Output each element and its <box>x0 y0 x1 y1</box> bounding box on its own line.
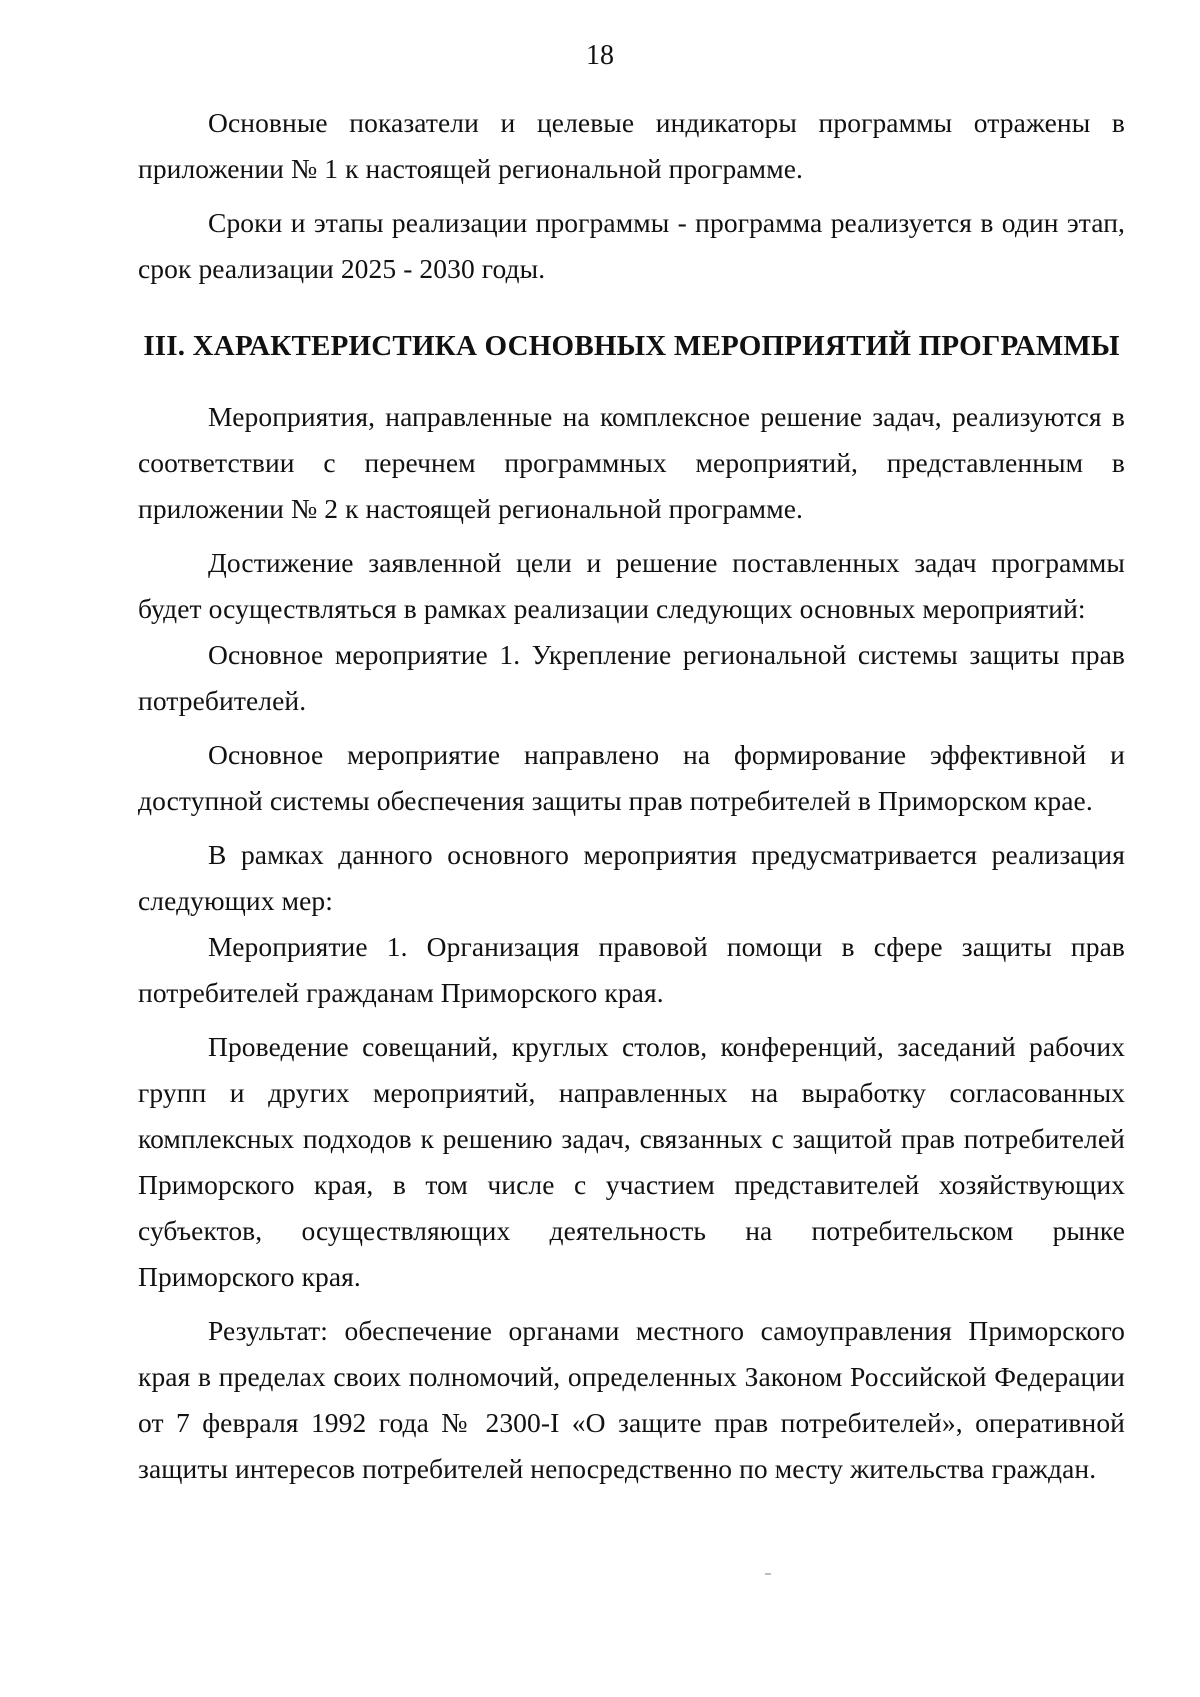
scan-mark <box>765 1573 771 1575</box>
paragraph-main-measure-purpose: Основное мероприятие направлено на формирование эффективной и доступной системы обеспечения защиты прав потребителей в Приморском крае. <box>138 739 1125 816</box>
section-heading: III. ХАРАКТЕРИСТИКА ОСНОВНЫХ МЕРОПРИЯТИЙ ПРОГРАММЫ <box>143 330 1120 362</box>
document-body <box>138 100 1125 1492</box>
page-number: 18 <box>586 40 614 71</box>
paragraph-timeline: Сроки и этапы реализации программы - программа реализуется в один этап, срок реализации 2025 - 2030 годы. <box>138 207 1125 284</box>
paragraph-measures-intro: Мероприятия, направленные на комплексное решение задач, реализуются в соответствии с перечнем программных мероприятий, представленным в приложении № 2 к настоящей региональной программе. <box>138 401 1125 524</box>
paragraph-goal-achievement: Достижение заявленной цели и решение поставленных задач программы будет осуществляться в рамках реализации следующих основных мероприятий: <box>138 547 1125 624</box>
paragraph-indicators: Основные показатели и целевые индикаторы программы отражены в приложении № 1 к настоящей региональной программе. <box>138 107 1125 184</box>
paragraph-measure-1: Мероприятие 1. Организация правовой помощи в сфере защиты прав потребителей гражданам Приморского края. <box>138 931 1125 1008</box>
paragraph-measures-list-intro: В рамках данного основного мероприятия предусматривается реализация следующих мер: <box>138 839 1125 916</box>
paragraph-result: Результат: обеспечение органами местного самоуправления Приморского края в пределах своих полномочий, определенных Законом Российской Федерации от 7 февраля 1992 года № 2300-I «О защите прав потребителей», оперативной защиты интересов потребителей непосредственно по месту жительства граждан. <box>138 1315 1125 1484</box>
paragraph-meetings: Проведение совещаний, круглых столов, конференций, заседаний рабочих групп и других мероприятий, направленных на выработку согласованных комплексных подходов к решению задач, связанных с защитой прав потребителей Приморского края, в том числе с участием представителей хозяйствующих субъектов, осуществляющих деятельность на потребительском рынке Приморского края. <box>138 1031 1125 1292</box>
paragraph-main-measure-1: Основное мероприятие 1. Укрепление региональной системы защиты прав потребителей. <box>138 639 1125 716</box>
